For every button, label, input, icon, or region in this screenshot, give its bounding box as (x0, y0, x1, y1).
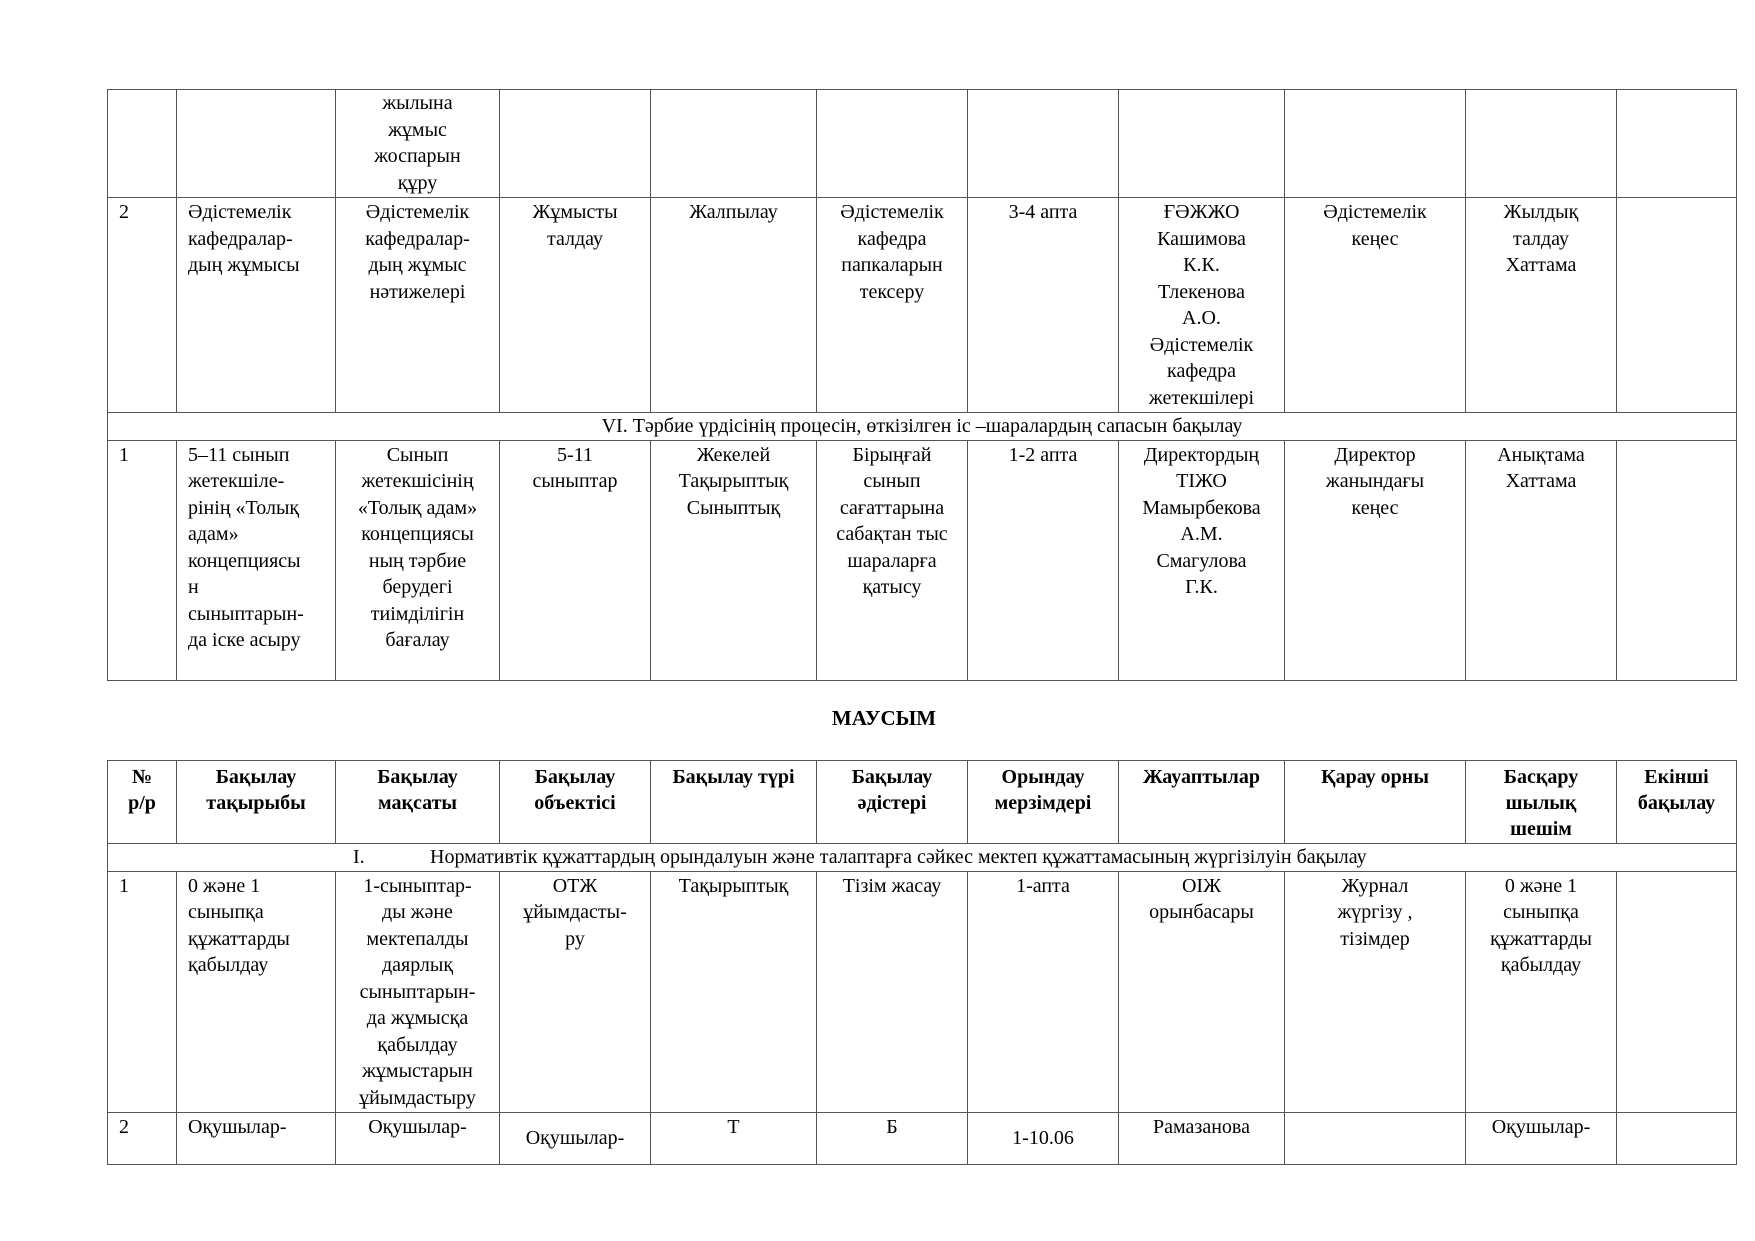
cell-line: ру (565, 927, 585, 950)
table-row (108, 198, 1737, 413)
header-topic (177, 761, 336, 844)
cell-topic (177, 871, 336, 1113)
cell-line: кафедра (1167, 360, 1236, 382)
cell-object (500, 198, 651, 413)
cell-line: Әдістемелік (1149, 333, 1254, 356)
cell-place (1285, 198, 1466, 413)
cell-line: жанындағы (1325, 470, 1425, 492)
cell-line: мақсаты (377, 792, 458, 814)
cell-line: Бақылау түрі (672, 766, 795, 788)
cell-line: да жұмысқа (366, 1007, 469, 1029)
cell-line: концепциясы (188, 549, 301, 572)
cell-line: да іске асыру (188, 629, 301, 651)
cell-object (500, 871, 651, 1113)
cell-line: берудегі (382, 576, 453, 598)
cell-line: ның тәрбие (368, 549, 467, 572)
header-no (108, 761, 177, 844)
cell-goal (336, 90, 500, 198)
header-methods (817, 761, 968, 844)
cell-line: Бақылау (215, 766, 297, 788)
cell-type (651, 1113, 817, 1165)
cell-line: Басқару (1503, 766, 1579, 788)
cell-place (1285, 1113, 1466, 1165)
cell-line: рінің «Толық (188, 496, 300, 519)
cell-place (1285, 871, 1466, 1113)
cell-line: жетекшісінің (361, 470, 474, 492)
cell-line: р/р (128, 792, 156, 814)
table-row (108, 1113, 1737, 1165)
cell-deadline (968, 440, 1119, 680)
cell-goal (336, 198, 500, 413)
cell-line: Анықтама (1497, 443, 1585, 466)
cell-responsible (1119, 198, 1285, 413)
cell-line: Жалпылау (689, 201, 778, 223)
cell-line: сабақтан тыс (836, 523, 948, 545)
cell-line: кеңес (1351, 496, 1399, 519)
cell-line: даярлық (381, 954, 454, 976)
cell-goal (336, 871, 500, 1113)
cell-line: Жұмысты (532, 201, 618, 223)
cell-line: құру (397, 171, 438, 194)
cell-methods (817, 1113, 968, 1165)
cell-line: Б (886, 1116, 898, 1138)
cell-line: тексеру (859, 280, 925, 303)
cell-line: қатысу (862, 576, 922, 598)
cell-line: кафедралар- (365, 227, 470, 250)
cell-topic (177, 198, 336, 413)
cell-line: шешім (1510, 818, 1572, 840)
cell-line: құжаттарды (1490, 927, 1592, 950)
cell-line: кафедра (857, 227, 927, 250)
cell-line: кеңес (1351, 227, 1399, 250)
cell-line: Бірыңғай (852, 443, 932, 466)
cell-line: 0 және 1 (1504, 874, 1578, 897)
cell-methods (817, 440, 968, 680)
cell-secondary (1617, 871, 1737, 1113)
cell-line: Директор (1334, 443, 1416, 466)
cell-line: сыныпқа (1503, 901, 1579, 923)
cell-line: әдістері (857, 792, 927, 814)
cell-line: Әдістемелік (840, 201, 944, 223)
cell-goal (336, 1113, 500, 1165)
cell-no (108, 90, 177, 198)
cell-line: Оқушылар- (1491, 1116, 1591, 1138)
header-type (651, 761, 817, 844)
cell-line: жоспарын (374, 145, 461, 167)
cell-no: 1 (108, 871, 177, 1113)
cell-line: папкаларын (841, 254, 943, 276)
cell-line: талдау (546, 227, 604, 250)
cell-line: тақырыбы (206, 792, 306, 814)
cell-line: Тізім жасау (842, 874, 942, 897)
cell-line: объектісі (534, 792, 616, 814)
cell-type (651, 198, 817, 413)
cell-line: жетекшіле- (188, 470, 285, 492)
cell-line: Екінші (1644, 766, 1709, 788)
cell-line: Әдістемелік (365, 201, 470, 223)
cell-line: Кашимова (1157, 227, 1246, 250)
cell-line: Директордың (1143, 443, 1260, 466)
header-object (500, 761, 651, 844)
cell-deadline (968, 871, 1119, 1113)
cell-goal (336, 440, 500, 680)
cell-line: Жекелей (696, 443, 771, 466)
cell-line: шылық (1505, 792, 1577, 814)
header-decision (1466, 761, 1617, 844)
cell-line: ҒӘЖЖО (1163, 201, 1240, 223)
cell-line: сыныптарын- (188, 602, 304, 625)
cell-no: 2 (108, 1113, 177, 1165)
cell-line: шараларға (847, 549, 937, 572)
cell-line: Хаттама (1505, 470, 1577, 492)
cell-line: сыныпқа (188, 901, 264, 923)
cell-line: Г.К. (1185, 576, 1218, 598)
cell-line: Оқушылар- (525, 1127, 625, 1149)
cell-line: Т (727, 1116, 740, 1138)
cell-line: Тлекенова (1158, 280, 1245, 303)
cell-decision (1466, 871, 1617, 1113)
cell-line: № (131, 766, 153, 788)
cell-line: 1-апта (1016, 874, 1070, 897)
cell-methods (817, 198, 968, 413)
cell-line: Бақылау (851, 766, 933, 788)
cell-line: Оқушылар- (368, 1116, 467, 1138)
cell-line: Бақылау (377, 766, 458, 788)
cell-line: бағалау (385, 629, 450, 651)
cell-line: нәтижелері (369, 280, 466, 303)
cell-line: 5-11 (557, 443, 593, 466)
cell-line: сыныптар (532, 470, 618, 492)
header-place (1285, 761, 1466, 844)
cell-line: жылына (382, 92, 453, 114)
control-plan-table-june (107, 760, 1737, 1165)
cell-line: А.О. (1182, 307, 1221, 329)
cell-type (651, 90, 817, 198)
cell-place (1285, 90, 1466, 198)
section-number: I. (353, 846, 365, 868)
cell-line: Мамырбекова (1142, 496, 1261, 519)
cell-line: ұйымдасты- (523, 901, 627, 923)
cell-deadline (968, 1113, 1119, 1165)
cell-line: құжаттарды (188, 927, 290, 950)
cell-methods (817, 90, 968, 198)
cell-object (500, 440, 651, 680)
cell-line: Жылдық (1503, 201, 1579, 223)
cell-line: ТІЖО (1176, 470, 1227, 492)
cell-line: 3-4 апта (1008, 201, 1078, 223)
section-heading-vi: VI. Тәрбие үрдісінің процесін, өткізілген іс –шаралардың сапасын бақылау (108, 413, 1737, 441)
section-row (108, 413, 1737, 441)
control-plan-table-continued (107, 89, 1737, 681)
header-row (108, 761, 1737, 844)
cell-decision (1466, 198, 1617, 413)
cell-line: Бақылау (534, 766, 616, 788)
cell-line: бақылау (1637, 792, 1716, 814)
cell-line: Хаттама (1505, 254, 1577, 276)
cell-line: Сынып (386, 443, 449, 466)
cell-secondary (1617, 198, 1737, 413)
header-deadline (968, 761, 1119, 844)
cell-line: 1-сыныптар- (363, 874, 472, 897)
cell-line: орынбасары (1149, 901, 1254, 923)
cell-deadline (968, 198, 1119, 413)
cell-line: «Толық адам» (357, 496, 478, 519)
cell-object (500, 1113, 651, 1165)
section-row (108, 844, 1737, 872)
cell-line: Тақырыптық (678, 874, 789, 897)
cell-line: жүргізу , (1337, 901, 1413, 923)
cell-line: жұмыстарын (362, 1060, 473, 1082)
cell-line: жұмыс (388, 118, 447, 141)
cell-line: қабылдау (377, 1033, 458, 1056)
cell-line: Смагулова (1156, 549, 1247, 572)
cell-line: ОТЖ (552, 874, 598, 897)
cell-line: 5–11 сынып (188, 443, 290, 466)
cell-line: дың жұмысы (188, 254, 300, 276)
cell-line: сынып (863, 470, 921, 492)
cell-line: қабылдау (1500, 954, 1582, 976)
cell-line: адам» (188, 523, 239, 545)
cell-line: ОІЖ (1181, 874, 1222, 897)
cell-topic (177, 90, 336, 198)
table-row (108, 90, 1737, 198)
cell-responsible (1119, 871, 1285, 1113)
cell-methods (817, 871, 968, 1113)
cell-line: сағаттарына (839, 496, 945, 519)
cell-type (651, 440, 817, 680)
cell-decision (1466, 440, 1617, 680)
month-title: МАУСЫМ (831, 706, 937, 730)
cell-line: талдау (1512, 227, 1570, 250)
cell-secondary (1617, 90, 1737, 198)
cell-line: Жауаптылар (1142, 766, 1261, 788)
cell-line: Сыныптық (686, 496, 781, 519)
cell-line: концепциясы (361, 523, 474, 545)
cell-line: дың жұмыс (368, 254, 467, 276)
cell-line: тізімдер (1340, 927, 1410, 950)
cell-secondary (1617, 440, 1737, 680)
cell-line: Тақырыптық (678, 470, 789, 492)
cell-no: 1 (108, 440, 177, 680)
cell-object (500, 90, 651, 198)
cell-line: қабылдау (188, 954, 269, 976)
cell-responsible (1119, 90, 1285, 198)
cell-responsible (1119, 440, 1285, 680)
cell-line: мектепалды (366, 927, 469, 950)
cell-line: А.М. (1180, 523, 1223, 545)
table-row (108, 440, 1737, 680)
cell-line: Қарау орны (1321, 766, 1429, 788)
cell-line: ұйымдастыру (359, 1086, 476, 1109)
cell-topic (177, 1113, 336, 1165)
cell-place (1285, 440, 1466, 680)
cell-type (651, 871, 817, 1113)
cell-line: Рамазанова (1153, 1116, 1250, 1138)
header-secondary (1617, 761, 1737, 844)
cell-line: сыныптарын- (359, 980, 476, 1003)
cell-line: кафедралар- (188, 227, 293, 250)
header-responsible (1119, 761, 1285, 844)
cell-line: К.К. (1183, 254, 1220, 276)
cell-line: н (188, 576, 199, 598)
cell-line: Әдістемелік (188, 201, 292, 223)
table-row (108, 871, 1737, 1113)
header-goal (336, 761, 500, 844)
cell-line: Орындау (1001, 766, 1085, 788)
cell-deadline (968, 90, 1119, 198)
section-heading-i (108, 844, 1737, 872)
cell-secondary (1617, 1113, 1737, 1165)
cell-decision (1466, 1113, 1617, 1165)
cell-line: мерзімдері (994, 792, 1092, 814)
cell-line: Әдістемелік (1323, 201, 1427, 223)
cell-line: Оқушылар- (188, 1116, 287, 1138)
cell-line: тиімділігін (370, 602, 465, 625)
cell-line: ды және (382, 901, 453, 923)
cell-line: 1-10.06 (1012, 1127, 1074, 1149)
section-text: Нормативтік құжаттардың орындалуын және талаптарға сәйкес мектеп құжаттамасының жүргізілуін бақылау (430, 846, 1367, 868)
cell-no: 2 (108, 198, 177, 413)
cell-line: 0 және 1 (188, 874, 261, 897)
cell-responsible (1119, 1113, 1285, 1165)
cell-decision (1466, 90, 1617, 198)
cell-topic (177, 440, 336, 680)
cell-line: жетекшілері (1148, 386, 1255, 409)
cell-line: 1-2 апта (1008, 443, 1078, 466)
cell-line: Журнал (1341, 874, 1409, 897)
